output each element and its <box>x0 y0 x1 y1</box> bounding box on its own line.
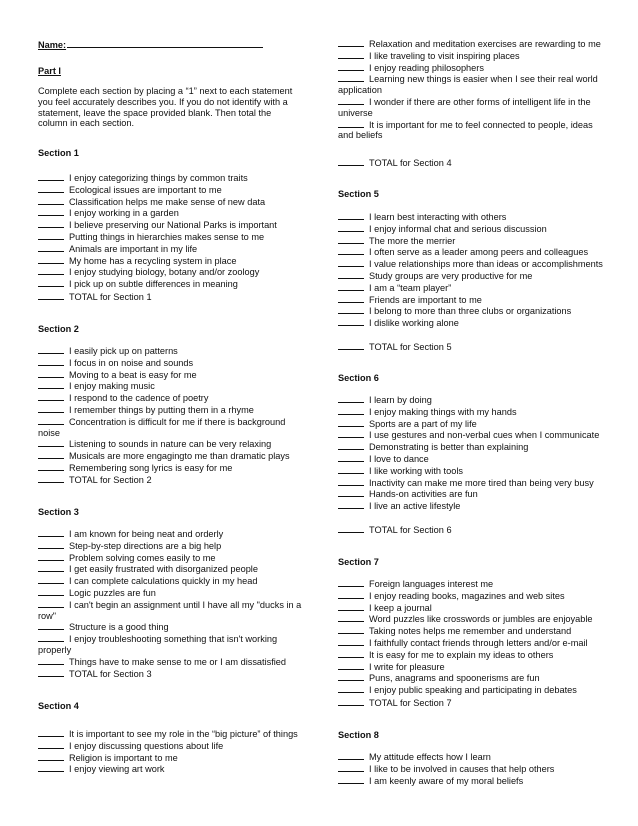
section-title: Section 8 <box>338 730 379 740</box>
statement: I enjoy reading philosophers <box>369 62 484 73</box>
answer-blank[interactable] <box>338 763 364 772</box>
statement: I enjoy working in a garden <box>69 208 179 219</box>
statement: Remembering song lyrics is easy for me <box>69 462 233 473</box>
answer-blank[interactable] <box>338 246 364 255</box>
answer-blank[interactable] <box>38 345 64 354</box>
answer-blank[interactable] <box>38 380 64 389</box>
statement: Taking notes helps me remember and understand <box>369 626 572 637</box>
statement: I faithfully contact friends through letters and/or e-mail <box>369 637 588 648</box>
answer-blank[interactable] <box>38 656 64 665</box>
statement: I live an active lifestyle <box>369 501 461 512</box>
section-1-items <box>38 172 306 290</box>
answer-blank[interactable] <box>38 231 64 240</box>
answer-blank[interactable] <box>338 661 364 670</box>
section-title: Section 7 <box>338 557 379 567</box>
answer-blank[interactable] <box>338 119 364 128</box>
section-total <box>38 668 306 680</box>
section-4-items-a <box>38 728 306 775</box>
statement: Problem solving comes easily to me <box>69 552 216 563</box>
total-label: TOTAL for Section 6 <box>369 525 452 535</box>
answer-blank[interactable] <box>338 235 364 244</box>
answer-blank[interactable] <box>338 418 364 427</box>
answer-blank[interactable] <box>338 73 364 82</box>
statement: Friends are important to me <box>369 294 482 305</box>
section-7-items <box>338 578 610 696</box>
statement: Demonstrating is better than explaining <box>369 442 529 453</box>
total-blank[interactable] <box>38 291 64 300</box>
statement: I enjoy discussing questions about life <box>69 740 224 751</box>
answer-blank[interactable] <box>38 450 64 459</box>
answer-blank[interactable] <box>38 728 64 737</box>
statement: I remember things by putting them in a rhyme <box>69 404 254 415</box>
answer-blank[interactable] <box>338 429 364 438</box>
part-title: Part I <box>38 66 61 76</box>
total-label: TOTAL for Section 1 <box>69 292 152 302</box>
statement: Puns, anagrams and spoonerisms are fun <box>369 673 540 684</box>
answer-blank[interactable] <box>338 602 364 611</box>
statement: I easily pick up on patterns <box>69 346 178 356</box>
statement: It is easy for me to explain my ideas to others <box>369 649 554 660</box>
statement: I get easily frustrated with disorganized people <box>69 564 258 575</box>
name-line <box>38 38 306 51</box>
statement: I like working with tools <box>369 465 463 476</box>
statement: Logic puzzles are fun <box>69 587 156 598</box>
answer-blank[interactable] <box>338 441 364 450</box>
answer-blank[interactable] <box>338 211 364 220</box>
statement: I am keenly aware of my moral beliefs <box>369 775 524 786</box>
answer-blank[interactable] <box>338 672 364 681</box>
statement: I can complete calculations quickly in my head <box>69 576 258 587</box>
answer-blank[interactable] <box>38 392 64 401</box>
answer-blank[interactable] <box>338 649 364 658</box>
answer-blank[interactable] <box>338 453 364 462</box>
statement: I am known for being neat and orderly <box>69 529 224 539</box>
answer-blank[interactable] <box>338 578 364 587</box>
statement: I use gestures and non-verbal cues when I communicate <box>369 430 600 441</box>
statement: Concentration is difficult for me if there is background noise <box>38 416 286 438</box>
section-total <box>338 697 610 709</box>
answer-blank[interactable] <box>338 394 364 403</box>
statement: The more the merrier <box>369 235 456 246</box>
statement: Ecological issues are important to me <box>69 184 222 195</box>
statement: I enjoy categorizing things by common traits <box>69 173 248 183</box>
statement: I enjoy troubleshooting something that isn't working properly <box>38 634 278 655</box>
section-title: Section 2 <box>38 324 79 334</box>
statement: I enjoy studying biology, botany and/or zoology <box>69 267 260 278</box>
answer-blank[interactable] <box>338 477 364 486</box>
statement: I love to dance <box>369 453 429 464</box>
statement: I believe preserving our National Parks is important <box>69 220 277 231</box>
section-title: Section 6 <box>338 373 379 383</box>
answer-blank[interactable] <box>38 540 64 549</box>
answer-blank[interactable] <box>338 500 364 509</box>
answer-blank[interactable] <box>338 751 364 760</box>
answer-blank[interactable] <box>38 196 64 205</box>
answer-blank[interactable] <box>38 278 64 287</box>
section-4-items-b <box>338 38 610 141</box>
answer-blank[interactable] <box>38 184 64 193</box>
statement: I am a “team player” <box>369 282 452 293</box>
total-label: TOTAL for Section 4 <box>369 158 452 168</box>
total-label: TOTAL for Section 7 <box>369 698 452 708</box>
section-8-items <box>338 751 610 786</box>
statement: Putting things in hierarchies makes sense to me <box>69 231 265 242</box>
answer-blank[interactable] <box>38 266 64 275</box>
statement: I enjoy reading books, magazines and web sites <box>369 590 565 601</box>
statement: Step-by-step directions are a big help <box>69 540 222 551</box>
statement: Moving to a beat is easy for me <box>69 369 197 380</box>
statement: Structure is a good thing <box>69 622 169 633</box>
answer-blank[interactable] <box>38 357 64 366</box>
answer-blank[interactable] <box>338 637 364 646</box>
statement: My home has a recycling system in place <box>69 255 237 266</box>
answer-blank[interactable] <box>38 255 64 264</box>
answer-blank[interactable] <box>38 740 64 749</box>
total-label: TOTAL for Section 2 <box>69 475 152 485</box>
section-total <box>338 157 610 169</box>
answer-blank[interactable] <box>338 305 364 314</box>
statement: I like traveling to visit inspiring places <box>369 50 520 61</box>
answer-blank[interactable] <box>38 552 64 561</box>
instructions: Complete each section by placing a “1” next to each statement you feel accurately describes you. If you do not identify with a statement, leave the space provided blank. Then total the column in each section. <box>38 86 293 129</box>
statement: Things have to make sense to me or I am dissatisfied <box>69 656 287 667</box>
total-blank[interactable] <box>338 157 364 166</box>
answer-blank[interactable] <box>38 369 64 378</box>
statement: I wonder if there are other forms of intelligent life in the universe <box>338 96 591 118</box>
answer-blank[interactable] <box>338 282 364 291</box>
statement: Hands-on activities are fun <box>369 489 478 500</box>
statement: I can't begin an assignment until I have all my "ducks in a row" <box>38 599 302 621</box>
statement: I respond to the cadence of poetry <box>69 393 209 404</box>
statement: I often serve as a leader among peers and colleagues <box>369 247 589 258</box>
answer-blank[interactable] <box>338 625 364 634</box>
section-3-items <box>38 528 306 668</box>
answer-blank[interactable] <box>38 763 64 772</box>
statement: I like to be involved in causes that help others <box>369 763 555 774</box>
statement: Study groups are very productive for me <box>369 270 533 281</box>
statement: It is important for me to feel connected to people, ideas and beliefs <box>338 119 593 141</box>
answer-blank[interactable] <box>38 599 64 608</box>
total-blank[interactable] <box>38 668 64 677</box>
section-total <box>338 341 610 353</box>
answer-blank[interactable] <box>338 258 364 267</box>
answer-blank[interactable] <box>38 438 64 447</box>
statement: I pick up on subtle differences in meaning <box>69 279 238 290</box>
name-field[interactable] <box>67 38 263 48</box>
statement: I focus in on noise and sounds <box>69 357 194 368</box>
section-title: Section 1 <box>38 148 79 158</box>
statement: Animals are important in my life <box>69 243 198 254</box>
section-total <box>38 291 306 303</box>
statement: I enjoy public speaking and participating in debates <box>369 685 577 696</box>
statement: Musicals are more engagingto me than dramatic plays <box>69 451 290 462</box>
statement: I enjoy making things with my hands <box>369 406 517 417</box>
answer-blank[interactable] <box>338 590 364 599</box>
answer-blank[interactable] <box>38 219 64 228</box>
section-5-items <box>338 211 610 329</box>
total-label: TOTAL for Section 5 <box>369 342 452 352</box>
answer-blank[interactable] <box>38 243 64 252</box>
answer-blank[interactable] <box>38 575 64 584</box>
statement: I learn best interacting with others <box>369 212 507 222</box>
answer-blank[interactable] <box>38 462 64 471</box>
statement: Relaxation and meditation exercises are rewarding to me <box>369 39 601 49</box>
answer-blank[interactable] <box>38 563 64 572</box>
answer-blank[interactable] <box>338 613 364 622</box>
statement: I dislike working alone <box>369 318 459 329</box>
total-blank[interactable] <box>338 341 364 350</box>
statement: Inactivity can make me more tired than being very busy <box>369 477 594 488</box>
statement: I enjoy viewing art work <box>69 764 165 775</box>
statement: I value relationships more than ideas or accomplishments <box>369 259 603 270</box>
answer-blank[interactable] <box>38 587 64 596</box>
statement: Foreign languages interest me <box>369 579 494 589</box>
total-blank[interactable] <box>338 524 364 533</box>
answer-blank[interactable] <box>338 406 364 415</box>
answer-blank[interactable] <box>338 294 364 303</box>
answer-blank[interactable] <box>338 488 364 497</box>
answer-blank[interactable] <box>338 684 364 693</box>
statement: My attitude effects how I learn <box>369 752 491 762</box>
section-title: Section 3 <box>38 507 79 517</box>
answer-blank[interactable] <box>338 775 364 784</box>
total-blank[interactable] <box>338 697 364 706</box>
answer-blank[interactable] <box>38 621 64 630</box>
section-6-items <box>338 394 610 512</box>
statement: Listening to sounds in nature can be very relaxing <box>69 439 272 450</box>
statement: I enjoy informal chat and serious discussion <box>369 223 547 234</box>
statement: Sports are a part of my life <box>369 418 477 429</box>
section-2-items <box>38 345 306 474</box>
answer-blank[interactable] <box>338 96 364 105</box>
answer-blank[interactable] <box>38 207 64 216</box>
statement: I enjoy making music <box>69 381 155 392</box>
total-label: TOTAL for Section 3 <box>69 669 152 679</box>
answer-blank[interactable] <box>338 50 364 59</box>
answer-blank[interactable] <box>338 270 364 279</box>
statement: Word puzzles like crosswords or jumbles are enjoyable <box>369 614 593 625</box>
statement: I learn by doing <box>369 395 432 405</box>
answer-blank[interactable] <box>338 317 364 326</box>
answer-blank[interactable] <box>338 223 364 232</box>
answer-blank[interactable] <box>38 528 64 537</box>
section-total <box>38 474 306 486</box>
answer-blank[interactable] <box>38 404 64 413</box>
answer-blank[interactable] <box>338 62 364 71</box>
total-blank[interactable] <box>38 474 64 483</box>
answer-blank[interactable] <box>38 416 64 425</box>
answer-blank[interactable] <box>38 172 64 181</box>
statement: I write for pleasure <box>369 661 445 672</box>
section-total <box>338 524 610 536</box>
answer-blank[interactable] <box>38 633 64 642</box>
statement: I keep a journal <box>369 602 432 613</box>
answer-blank[interactable] <box>38 752 64 761</box>
statement: I belong to more than three clubs or organizations <box>369 306 572 317</box>
statement: Classification helps me make sense of new data <box>69 196 266 207</box>
section-title: Section 5 <box>338 189 379 199</box>
section-title: Section 4 <box>38 701 79 711</box>
answer-blank[interactable] <box>338 465 364 474</box>
answer-blank[interactable] <box>338 38 364 47</box>
statement: It is important to see my role in the “big picture” of things <box>69 729 298 739</box>
statement: Learning new things is easier when I see their real world application <box>338 74 598 96</box>
name-label: Name: <box>38 40 67 50</box>
statement: Religion is important to me <box>69 752 178 763</box>
